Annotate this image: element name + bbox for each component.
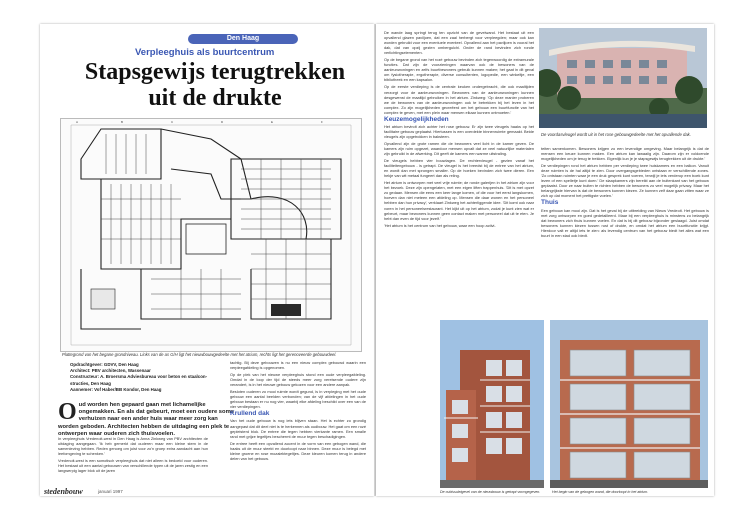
paragraph: Op de plek van het nieuwe verpleeghuis stond een oude verpleegafdeling. Omdat in de loop der tijd de steeds meer zorg vereisende oudere zijn verandert, is in het nieuwe gebouw gekozen voor een andere aanpak. [230, 372, 366, 388]
photo-bl-caption: De cubissuleigevel van de nieuwbouw is getrapt vormgegeven. [440, 490, 541, 494]
body-column-1 [58, 436, 208, 486]
magazine-brand: stedenbouw [44, 487, 83, 496]
paragraph: In verpleeghuis Vredenoit-west in Den Haag is Anna Zinkweg van PBV architecten de uitdaging aangegaan. 'Ik heb gemerkt dat ouderen maar een kleine stem in de samenleving hebben. Reden genoeg om juist voor zo'n groep extra aandacht aan hun leefomgeving te schenken.' [58, 436, 208, 457]
svg-text:A: A [76, 120, 79, 124]
project-credits [70, 362, 240, 393]
svg-text:E: E [271, 120, 274, 124]
paragraph: Het atrium bevindt zich achter het rose gebouw. Er zijn twee vleugels haaks op het facilitaire gebouw geplaatst. Hiertussen is een overdekte binnenruimte gemaakt. Beide vleugels zijn opgetrokken in baksteen. [384, 123, 534, 139]
credit-line: Aannemer: Vof Haber/BB Kondor, Den Haag [70, 386, 162, 392]
body-column-3 [384, 30, 534, 344]
drop-cap: O [58, 399, 77, 425]
paragraph: Een gebouw kan mooi zijn. Dat is het geval bij de uitbreiding van Nieuw Vredeoit. Het gebouw is met zorg ontworpen en goed gedetailleerd. Maar bij een verpleeghuis is minstens zo belangrijk dat bewoners zich thuis kunnen voelen. En dat is bij dit gebouw bijzonder geslaagd. Juist omdat bewoners kunnen kiezen tussen rust of drukte, en omdat het atrium een buurtfunctie krijgt. Hierdoor valt er altijd iets te zien: als levendig centrum van het gebouw biedt het alles wat een buurt in een stad ook biedt. [541, 207, 709, 238]
right-page [376, 24, 714, 496]
floor-plan [60, 118, 362, 352]
credit-line: structies, Den Haag [70, 380, 111, 386]
section-badge: Den Haag [188, 34, 298, 44]
article-lead [58, 399, 238, 438]
paragraph: 'Het atrium is het centrum van het gebouw, waar een hoop activi- [384, 222, 496, 228]
section-heading: Thuis [541, 199, 559, 207]
paragraph: De verdiepingen rond het atrium hebben per verdieping twee huiskamers en een balkon. Vanuit deze ruimten is de hal altijd te zien. Door overgangsgebieden ontstaan er verschillende zones. 'Zo ontstaan ruimten waar je een druk gesprek kunt voeren, terwijl je iets verderop een boek kunt lezen of een spelletje kunt doen.' De slaapkamers zijn bereikt aan de buitenkant van het gebouw geplaatst. Door ze naar buiten te richten hebben de bewoners zo veel mogelijk privacy. Maar het belangrijkste hiervan is dat de bewoners kunnen kiezen. Ze kunnen zelf daar gaan zitten waar ze zich op dat moment het prettigste voelen.' [541, 163, 709, 199]
floor-plan-caption: Plattegrond van het begane grondniveau. Links van de as G/H ligt het nieuwbouwgedeelte met het atrium, rechts ligt het gerenoveerde gebouwdeel. [62, 352, 337, 357]
paragraph: Besloten ouderen zo mooi ruimte wordt gegund, is in verpleging met het oude gebouw een aantal beelden verbonden; van de vijf afdelingen in het oude gebouw bestaan er nu nog vier, waarbij elke afdeling beschikt over een van de vier verdiepingen. [230, 389, 366, 410]
section-heading: Krullend dak [230, 410, 270, 418]
paragraph: Opvallend zijn de grote ramen die de bewoners veel licht in de kamer geven. De kamers zijn ruim opgezet, waardoor mensen opvalt dat ze veel natuurlijke materialen zijn gebruikt in de afwerking. Dit geeft de kamers een warme uitstraling. [384, 140, 534, 157]
svg-text:F: F [321, 120, 323, 124]
paragraph: Het atrium is ontworpen met veel vrije ruimte; de ronde galerijen in het atrium zijn voor het bezoek. Deze zijn opengelaten, met een eigen liften trappenhuis. 'Dit is met opzet zo gedaan. Mensen die eens een keer lange komen, of die voor het eerst langskomen, hoeven dan niet meteen een afdeling op. Mensen die daar wonen en het personeel hebben dan hun privacy', verklaart Zinkweg het achterliggende idee. 'Dit komt ook naar voren in het personeelsrestaurant. Het kijkt uit op het atrium, zodat je kunt zien wat er gebeurt, maar bewoners kunnen geen contact maken met personeel dat uit te eten. Je hebt dan even de tijd voor jezelf.' [384, 180, 534, 221]
paragraph: Op de begane grond van het rozé gebouw bevinden zich tegenwoordig de extramurale functies. Dat zijn de voorzieningen waarvan ook de bewoners van de aanleunwoningen en zelfs buurtbewoners gebruik kunnen maken; het gaat in dit geval om fysiotherapie, ergotherapie, diverse consultenten, logopedie, een winkeltje, een bibliotheek en een kapsalon. [384, 57, 534, 83]
left-page [40, 24, 374, 496]
lead-text: ud worden hen gepaard gaan met lichamelijke ongemakken. En als dat gebeurt, moet een oudere soms verhuizen naar een ander huis waar meer zorg kan worden geboden. Architecten hebben de uitdaging een plek te ontwerpen waar ouderen zich thuisvoelen. [58, 402, 234, 437]
body-column-4 [541, 146, 709, 336]
paragraph: Op de eerste verdieping is de centrale keuken ondergebracht, die ook maaltijden verzorgt voor de aanleunwoningen. Bewoners van de aanleunwoningen kunnen desgewenst de maaltijd gebruiken in het atrium. Zinkweg: 'Op deze manier proberen we de bewoners van de aanleunwoningen ook te betrekken bij het leven in het complex. Zo zijn mogelijkheden gecreëerd om het gebouw een buurtfunctie van het complex te geven, met een plein waar mensen elkaar kunnen ontmoeten.' [384, 84, 534, 115]
paragraph: Vredenoit-west is een somotisch verpleeghuis dat niet alleen is bedoeld voor ouderen. Het bestaat uit een aantal gebouwen van verschillende typen uit de jaren zestig en een langwerpig lager blok uit de jaren [58, 458, 208, 474]
paragraph: teiten samenkomen. Bewoners krijgen zo een levendige omgeving. Maar belangrijk is dat de mensen een keuze kunnen maken. Een atrium kan lawaaiig zijn. Daarom zijn er voldoende mogelijkheden om je terug te trekken. Eigenlijk kun je je stapsgewijs terugtrekken uit de drukte.' [541, 146, 709, 162]
svg-text:B: B [121, 120, 124, 124]
photo-top-caption: De voordasvleugel wordt uit in het rose gebouwgedeelte met het opvallende dak. [541, 132, 691, 137]
paragraph: De entree heeft een opvallend accent in de vorm van een gebogen wand, die haaks uit de muur steekt en doorloopt naar binnen. Deze muur is belegd met kleine groene en rose mozaiektegeltjes. Deze kleuren komen terug in andere delen van het gebouw. [230, 440, 366, 461]
paragraph: tachtig. Bij deze gebouwen is nu een nieuw complex gebouwd waarin een verpleegafdeling is opgenomen. [230, 360, 366, 371]
credit-line: Constructeur: A. Broersma Adviesbureau voor beton en staalcon- [70, 374, 208, 380]
photo-stepped-facade [440, 320, 544, 488]
paragraph: Van het oude gebouw is nog iets blijven staan. Het is echter zo grondig aangepast dat dit deel niet is te herkennen als oudbouw. Het gaat om een rozé gepleisterd blok. De entree die tegen hebben vierkante ramen. Een smalle rand met grijze tegeltjes beschermt de muur tegen beschadigingen. [230, 418, 366, 439]
article-headline: Stapsgewijs terugtrekken uit de drukte [84, 59, 346, 111]
article-subtitle: Verpleeghuis als buurtcentrum [135, 47, 275, 58]
svg-text:C: C [171, 120, 174, 124]
credit-line: Opdrachtgever: GDVV, Den Haag [70, 362, 139, 367]
paragraph: De wande laag springt terug ten opzicht van de gevelwand. Het bestaat uit een opvallend glazen paviljoen, dat een zaal herbergt voor verpleegden; maar ook kan worden gebruikt voor een eventuele eventeel. Opvallend aan het paviljoen is vooral het dak, dat van opzij gezien ombergulchi. Onder de rand bevinden zich ronde verlichtingselementen. [384, 30, 534, 56]
issue-date: januari 1997 [98, 489, 123, 494]
floor-plan-drawing [61, 119, 361, 351]
photo-building-rose [539, 28, 707, 128]
svg-text:D: D [221, 120, 224, 124]
photo-br-caption: Het begin van de gebogen wand, die doorloopt in het atrium. [552, 490, 649, 494]
credit-line: Architect: PBV architecten, Wassenaar [70, 368, 151, 374]
body-column-2 [230, 360, 366, 490]
paragraph: De vleugels hebben vier bouwlagen. De rechtervleugel - gezien vanaf het faciliteitengebouw - is getrapt. De vleugel is het breedst bij de entree van het atrium, en wordt dan met sprongen smaller. Op de hoeken bevinden zich twee dieren. Een hekje van wit metaal fungeert dan als reling. [384, 158, 534, 179]
photo-curved-wall [550, 320, 708, 488]
section-heading: Keuzemogelijkheden [384, 115, 449, 123]
